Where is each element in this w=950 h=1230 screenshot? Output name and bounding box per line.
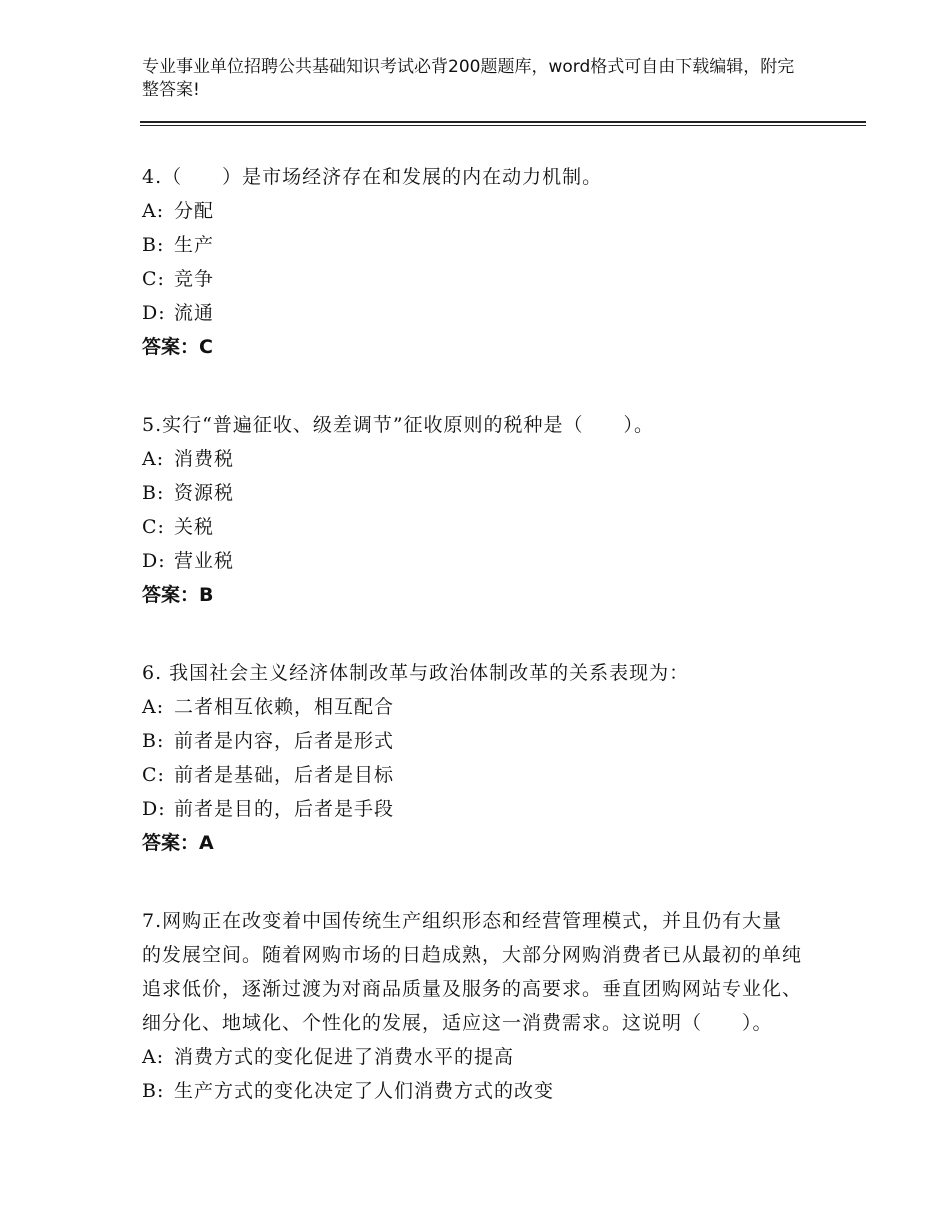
question-list — [142, 160, 802, 1152]
question-stem: 6. 我国社会主义经济体制改革与政治体制改革的关系表现为： — [142, 662, 690, 684]
option-text: 流通 — [174, 302, 215, 324]
option-key: B: — [142, 234, 165, 256]
option-a — [142, 442, 802, 476]
option-text: 生产 — [174, 234, 215, 256]
option-a — [142, 690, 802, 724]
option-text: 前者是基础，后者是目标 — [174, 764, 395, 786]
option-text: 营业税 — [174, 550, 235, 572]
answer-label: 答案： — [142, 336, 200, 358]
option-text: 分配 — [174, 200, 215, 222]
option-d — [142, 296, 802, 330]
answer-label: 答案： — [142, 584, 200, 606]
header-rule — [140, 121, 866, 123]
page-header: 专业事业单位招聘公共基础知识考试必背200题题库，word格式可自由下载编辑，附完整答案! — [142, 57, 795, 100]
option-b — [142, 1074, 802, 1108]
answer-label: 答案： — [142, 832, 200, 854]
question-6 — [142, 656, 802, 860]
option-d — [142, 544, 802, 578]
option-key: D: — [142, 550, 166, 572]
option-c — [142, 758, 802, 792]
answer-value: B — [199, 584, 214, 606]
option-key: C: — [142, 516, 165, 538]
option-a — [142, 194, 802, 228]
option-key: A: — [142, 696, 165, 718]
option-text: 竞争 — [174, 268, 215, 290]
option-c — [142, 262, 802, 296]
question-5 — [142, 408, 802, 612]
option-key: D: — [142, 798, 166, 820]
option-b — [142, 476, 802, 510]
header-rule-thin — [140, 125, 866, 126]
option-text: 二者相互依赖，相互配合 — [174, 696, 395, 718]
option-text: 消费税 — [174, 448, 235, 470]
answer-line — [142, 578, 802, 612]
option-text: 消费方式的变化促进了消费水平的提高 — [174, 1046, 515, 1068]
option-key: A: — [142, 1046, 165, 1068]
option-text: 前者是目的，后者是手段 — [174, 798, 395, 820]
question-stem: 7.网购正在改变着中国传统生产组织形态和经营管理模式，并且仍有大量的发展空间。随着网购市场的日趋成熟，大部分网购消费者已从最初的单纯追求低价，逐渐过渡为对商品质量及服务的高要求。垂直团购网站专业化、细分化、地域化、个性化的发展，适应这一消费需求。这说明（ ）。 — [142, 910, 803, 1034]
question-7 — [142, 904, 802, 1108]
option-b — [142, 228, 802, 262]
option-d — [142, 792, 802, 826]
option-b — [142, 724, 802, 758]
question-4 — [142, 160, 802, 364]
option-key: C: — [142, 268, 165, 290]
answer-value: A — [199, 832, 214, 854]
option-text: 关税 — [174, 516, 215, 538]
option-key: C: — [142, 764, 165, 786]
option-key: B: — [142, 482, 165, 504]
option-text: 资源税 — [174, 482, 235, 504]
option-c — [142, 510, 802, 544]
option-text: 生产方式的变化决定了人们消费方式的改变 — [174, 1080, 555, 1102]
answer-line — [142, 330, 802, 364]
option-text: 前者是内容，后者是形式 — [174, 730, 395, 752]
option-key: A: — [142, 448, 165, 470]
option-a — [142, 1040, 802, 1074]
option-key: B: — [142, 730, 165, 752]
question-stem: 4.（ ）是市场经济存在和发展的内在动力机制。 — [142, 166, 603, 188]
option-key: B: — [142, 1080, 165, 1102]
option-key: A: — [142, 200, 165, 222]
answer-value: C — [199, 336, 213, 358]
option-key: D: — [142, 302, 166, 324]
answer-line — [142, 826, 802, 860]
question-stem: 5.实行“普遍征收、级差调节”征收原则的税种是（ ）。 — [142, 414, 655, 436]
